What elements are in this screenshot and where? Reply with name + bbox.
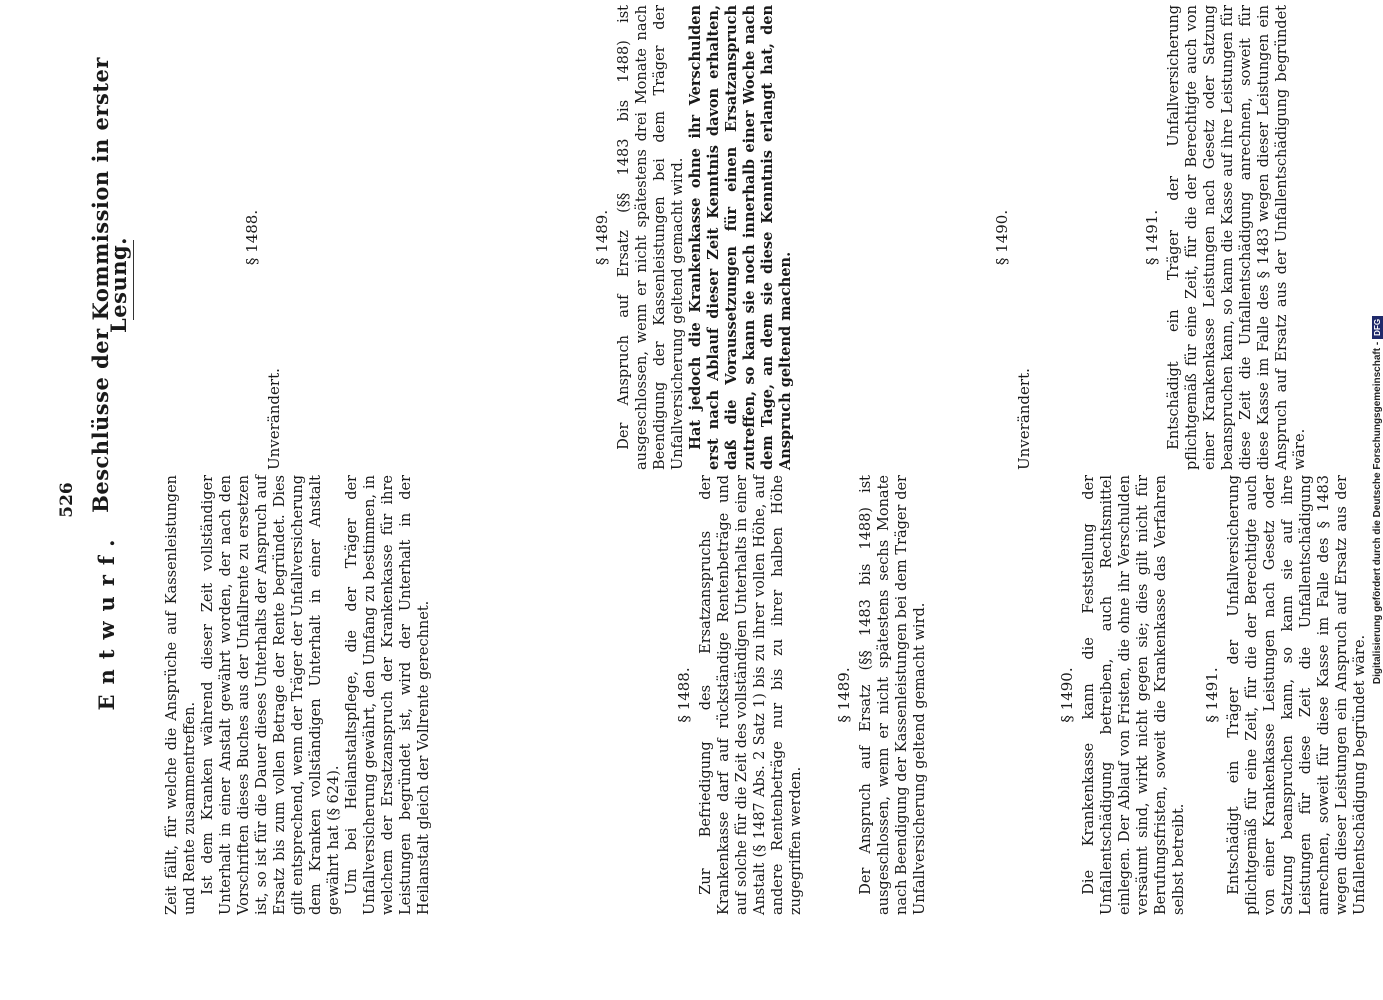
section-1490-text: Die Krankenkasse kann die Feststellung der Unfallentschädigung betreiben, auch Rechtsmittel einlegen. Der Ablauf von Fristen, die ohne ihr Verschulden versäumt sind, wirkt nicht gegen sie; dies gilt nicht für Berufungsfristen, soweit die Krankenkasse das Verfahren selbst betreibt.: [1081, 475, 1187, 915]
digitization-credit: [1372, 0, 1383, 1000]
commission-heading: Beschlüsse der Kommission in erster Lesung.: [88, 57, 131, 513]
commission-1488-text: Unverändert.: [265, 368, 283, 470]
section-1489-draft: [835, 475, 929, 915]
commission-1488-title: § 1488.: [243, 209, 261, 266]
commission-1490-text: Unverändert.: [1015, 368, 1033, 470]
section-1488-draft: [675, 475, 805, 915]
commission-1489-amendment: Hat jedoch die Krankenkasse ohne ihr Verschulden erst nach Ablauf dieser Zeit Kenntnis davon erhalten, daß die Voraussetzungen für einen Ersatzanspruch zutreffen, so kann sie noch innerhalb einer Woche nach dem Tage, an dem sie diese Kenntnis erlangt hat, den Anspruch geltend machen.: [687, 5, 794, 470]
section-1491-title: § 1491.: [1203, 667, 1221, 723]
section-1489-text: Der Anspruch auf Ersatz (§§ 1483 bis 1488) ist ausgeschlossen, wenn er nicht spätestens sechs Monate nach Beendigung der Kassenleistungen bei dem Träger der Unfallversicherung geltend gemacht wird.: [858, 475, 928, 915]
section-1490-draft: [1058, 475, 1188, 915]
intro-block: [163, 475, 433, 915]
section-1491-commission: [1143, 5, 1309, 470]
intro-lines: Zeit fällt, für welche die Ansprüche auf Kassenleistungen und Rente zusammentreffen.: [164, 475, 198, 915]
intro-paragraph-1: Ist dem Kranken während dieser Zeit vollständiger Unterhalt in einer Anstalt gewährt worden, der nach den Vorschriften dieses Buches aus der Unfallrente zu ersetzen ist, so ist für die Dauer dieses Unterhalts der Anspruch auf Ersatz bis zum vollen Betrage der Rente begründet. Dies gilt entsprechend, wenn der Träger der Unfallversicherung dem Kranken vollständigen Unterhalt in einer Anstalt gewährt hat (§ 624).: [200, 475, 342, 915]
section-1490-commission: [993, 5, 1033, 470]
section-1491-draft: [1203, 475, 1369, 915]
page-number: 526: [57, 482, 77, 518]
section-1491-text: Entschädigt ein Träger der Unfallversicherung pflichtgemäß für eine Zeit, für die der Berechtigte auch von einer Krankenkasse Leistungen nach Gesetz oder Satzung beanspruchen kann, so kann sie auf ihre Leistungen für diese Zeit die Unfallentschädigung anrechnen, soweit für diese Kasse im Falle des § 1483 wegen dieser Leistungen ein Anspruch auf Ersatz aus der Unfallentschädigung begründet wäre.: [1226, 475, 1368, 915]
section-1490-title: § 1490.: [1058, 667, 1076, 723]
heading-rule: [133, 240, 134, 320]
commission-1490-title: § 1490.: [993, 209, 1011, 266]
digitization-credit-text: Digitalisierung gefördert durch die Deutsche Forschungsgemeinschaft -: [1372, 341, 1383, 685]
commission-1491-title: § 1491.: [1143, 209, 1161, 266]
intro-paragraph-2: Um bei Heilanstaltspflege, die der Träger der Unfallversicherung gewährt, den Umfang zu bestimmen, in welchem der Ersatzanspruch der Krankenkasse für ihre Leistungen begründet ist, wird der Unterhalt in der Heilanstalt gleich der Vollrente gerechnet.: [344, 475, 432, 915]
section-1488-text: Zur Befriedigung des Ersatzanspruchs der Krankenkasse darf auf rückständige Rentenbeträge und auf solche für die Zeit des vollständigen Unterhalts in einer Anstalt (§ 1487 Abs. 2 Satz 1) bis zu ihrer vollen Höhe, auf andere Rentenbeträge nur bis zu ihrer halben Höhe zugegriffen werden.: [698, 475, 804, 915]
commission-1489-title: § 1489.: [593, 209, 611, 266]
commission-1491-text: Entschädigt ein Träger der Unfallversicherung pflichtgemäß für eine Zeit, für die der Berechtigte auch von einer Krankenkasse Leistungen nach Gesetz oder Satzung beanspruchen kann, so kann die Kasse auf ihre Leistungen für diese Zeit die Unfallentschädigung anrechnen, soweit für diese Kasse im Falle des § 1483 wegen dieser Leistungen ein Anspruch auf Ersatz aus der Unfallentschädigung begründet wäre.: [1166, 5, 1308, 470]
section-1488-title: § 1488.: [675, 667, 693, 723]
section-1489-commission: [593, 5, 795, 470]
draft-heading: Entwurf.: [94, 529, 119, 711]
commission-1489-text: Der Anspruch auf Ersatz (§§ 1483 bis 1488) ist ausgeschlossen, wenn er nicht spätestens drei Monate nach Beendigung der Kassenleistungen bei dem Träger der Unfallversicherung geltend gemacht wird.: [616, 5, 686, 470]
dfg-logo: DFG: [1372, 316, 1383, 339]
section-1488-commission: [243, 5, 283, 470]
section-1489-title: § 1489.: [835, 667, 853, 723]
